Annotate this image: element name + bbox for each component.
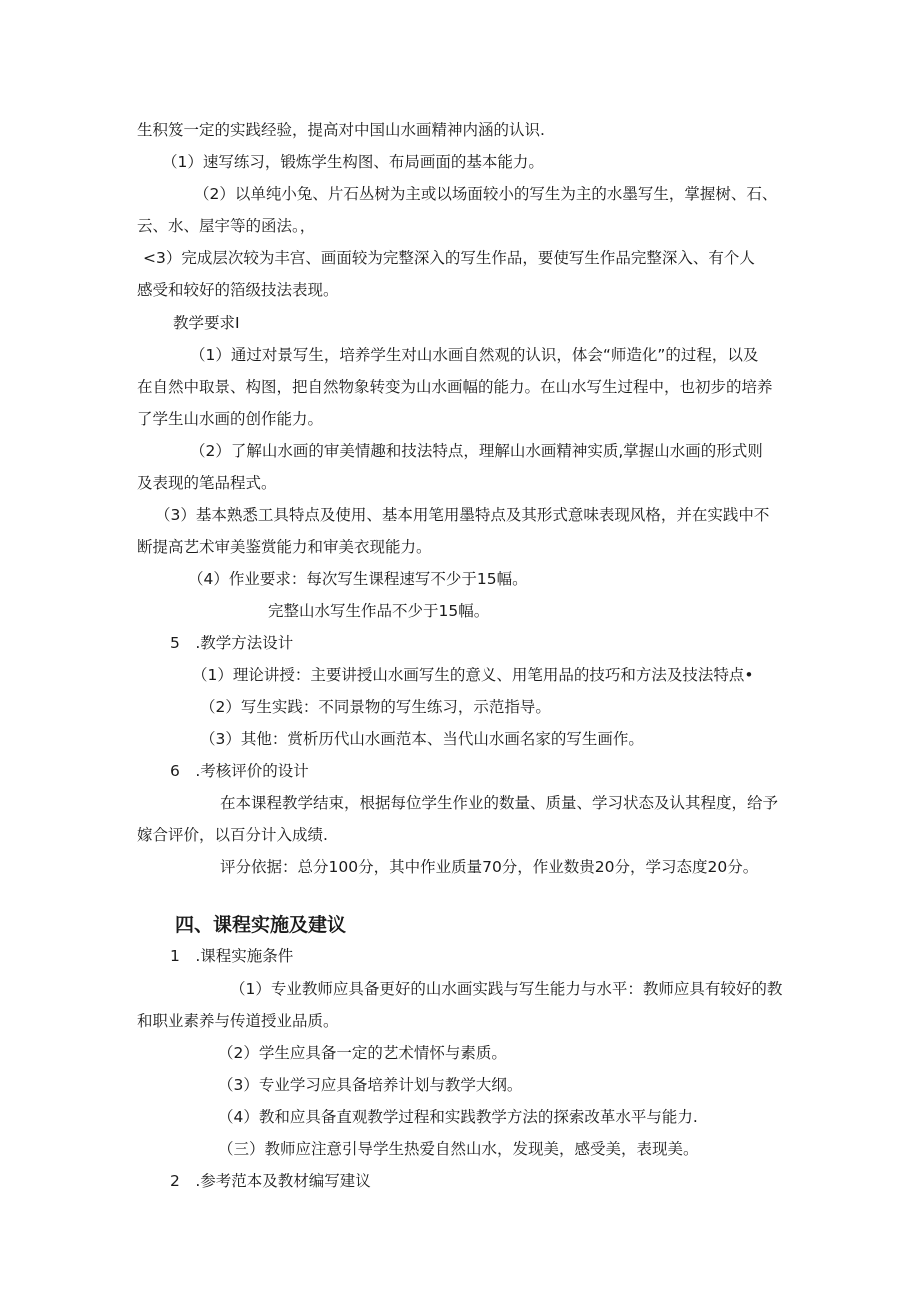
- paragraph-line: （1）专业教师应具备更好的山水画实践与写生能力与水平：教师应具有较好的教: [230, 980, 783, 998]
- paragraph-line: （2）写生实践：不同景物的写生练习，示范指导。: [200, 698, 551, 716]
- paragraph-line: 完整山水写生作品不少于15幅。: [268, 602, 490, 620]
- section-heading: 5 .教学方法设计: [170, 634, 294, 652]
- paragraph-line: （3）其他：赏析历代山水画范本、当代山水画名家的写生画作。: [200, 730, 644, 748]
- paragraph-line: 和职业素养与传道授业品质。: [137, 1012, 339, 1030]
- paragraph-line: （2）了解山水画的审美情趣和技法特点，理解山水画精神实质,掌握山水画的形式则: [190, 442, 763, 460]
- paragraph-line: （三）教师应注意引导学生热爱自然山水，发现美，感受美，表现美。: [218, 1140, 699, 1158]
- paragraph-line: （1）理论讲授：主要讲授山水画写生的意义、用笔用品的技巧和方法及技法特点•: [192, 666, 754, 684]
- chapter-heading: 四、课程实施及建议: [175, 914, 347, 936]
- section-label: 教学要求I: [173, 314, 240, 332]
- paragraph-line: 在本课程教学结束，根据每位学生作业的数量、质量、学习状态及认其程度，给予: [220, 794, 779, 812]
- paragraph-line: 及表现的笔品程式。: [137, 474, 277, 492]
- section-heading: 1 .课程实施条件: [170, 947, 294, 965]
- paragraph-line: （3）基本熟悉工具特点及使用、基本用笔用墨特点及其形式意味表现风格，并在实践中不: [155, 506, 770, 524]
- paragraph-line: 感受和较好的箔级技法表现。: [137, 281, 339, 299]
- paragraph-line: <3）完成层次较为丰宫、画面较为完整深入的写生作品，要使写生作品完整深入、有个人: [143, 249, 755, 267]
- paragraph-line: 云、水、屋宇等的函法。，: [137, 217, 316, 235]
- section-heading: 6 .考核评价的设计: [170, 762, 309, 780]
- paragraph-line: （4）作业要求：每次写生课程速写不少于15幅。: [188, 570, 528, 588]
- paragraph-line: 在自然中取景、构图，把自然物象转变为山水画幅的能力。在山水写生过程中，也初步的培养: [137, 378, 773, 396]
- section-heading: 2 .参考范本及教材编写建议: [170, 1172, 371, 1190]
- paragraph-line: 嫁合评价，以百分计入成绩.: [137, 826, 328, 844]
- paragraph-line: 断提高艺术审美鉴赏能力和审美衣现能力。: [137, 538, 432, 556]
- paragraph-line: （3）专业学习应具备培养计划与教学大纲。: [218, 1076, 523, 1094]
- paragraph-line: （1）速写练习，锻炼学生构图、布局画面的基本能力。: [162, 153, 544, 171]
- paragraph-line: （4）教和应具备直观教学过程和实践教学方法的探索改革水平与能力.: [218, 1108, 698, 1126]
- paragraph-line: 生积笈一定的实践经验，提高对中国山水画精神内涵的认识.: [137, 121, 545, 139]
- paragraph-line: 了学生山水画的创作能力。: [137, 410, 324, 428]
- paragraph-line: （2）以单纯小兔、片石丛树为主或以场面较小的写生为主的水墨写生，掌握树、石、: [194, 185, 778, 203]
- paragraph-line: （1）通过对景写生，培养学生对山水画自然观的认识，体会“师造化”的过程，以及: [190, 346, 759, 364]
- paragraph-line: 评分依据：总分100分，其中作业质量70分，作业数贵20分，学习态度20分。: [220, 858, 759, 876]
- paragraph-line: （2）学生应具备一定的艺术情怀与素质。: [218, 1044, 507, 1062]
